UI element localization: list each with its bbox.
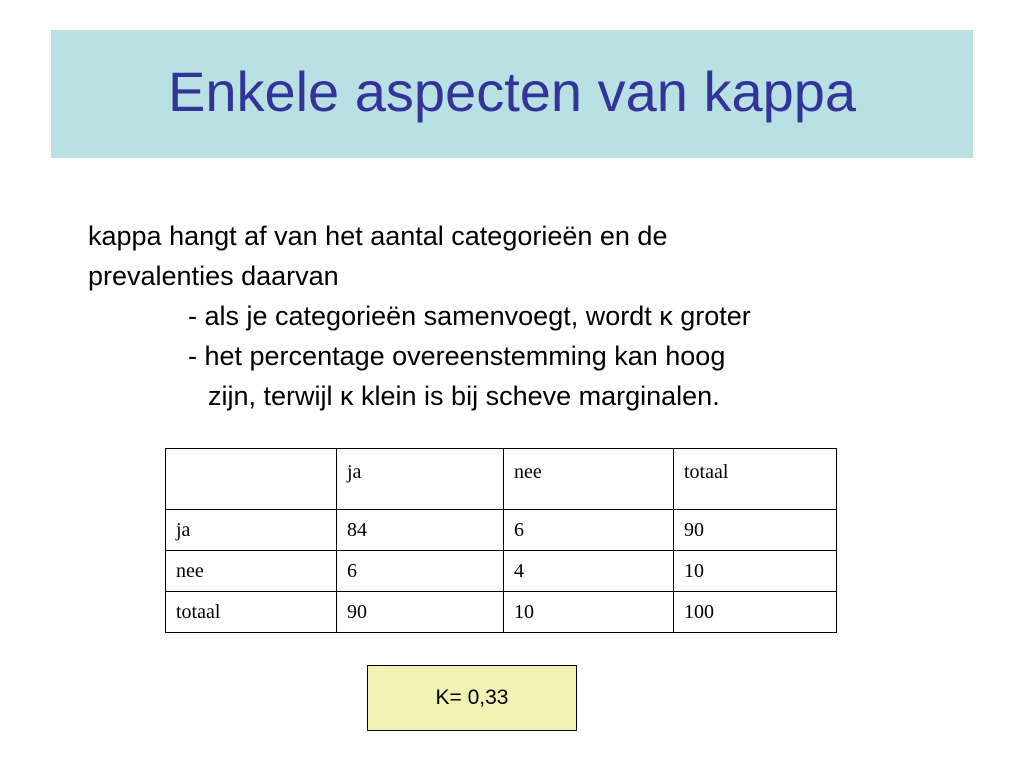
bullet-percentage-agreement-cont: zijn, terwijl κ klein is bij scheve marginalen. (208, 381, 720, 411)
table-row-label: nee (166, 551, 337, 592)
table-row (166, 510, 837, 551)
table-cell: 100 (674, 592, 837, 633)
slide-title: Enkele aspecten van kappa (167, 59, 857, 123)
body-line-2: prevalenties daarvan (88, 261, 339, 291)
kappa-result-text: K= 0,33 (435, 686, 509, 709)
table-header-cell (166, 449, 337, 510)
table-cell: 6 (504, 510, 674, 551)
bullet-percentage-agreement: - het percentage overeenstemming kan hoog (188, 341, 726, 371)
bullet-merge-categories: - als je categorieën samenvoegt, wordt κ groter (188, 301, 751, 331)
kappa-result-box (367, 665, 577, 731)
table-header-cell: ja (337, 449, 504, 510)
table-cell: 84 (337, 510, 504, 551)
table-header-cell: totaal (674, 449, 837, 510)
body-line-1: kappa hangt af van het aantal categorieën en de (88, 221, 668, 251)
table-row-label: ja (166, 510, 337, 551)
contingency-table (165, 448, 837, 633)
table-cell: 4 (504, 551, 674, 592)
table-row-label: totaal (166, 592, 337, 633)
body-text (88, 216, 928, 416)
table-cell: 90 (674, 510, 837, 551)
table-header-row (166, 449, 837, 510)
title-band (51, 30, 973, 158)
table-row (166, 592, 837, 633)
table-row (166, 551, 837, 592)
table-cell: 10 (674, 551, 837, 592)
table-cell: 90 (337, 592, 504, 633)
table-cell: 6 (337, 551, 504, 592)
table-cell: 10 (504, 592, 674, 633)
table-header-cell: nee (504, 449, 674, 510)
